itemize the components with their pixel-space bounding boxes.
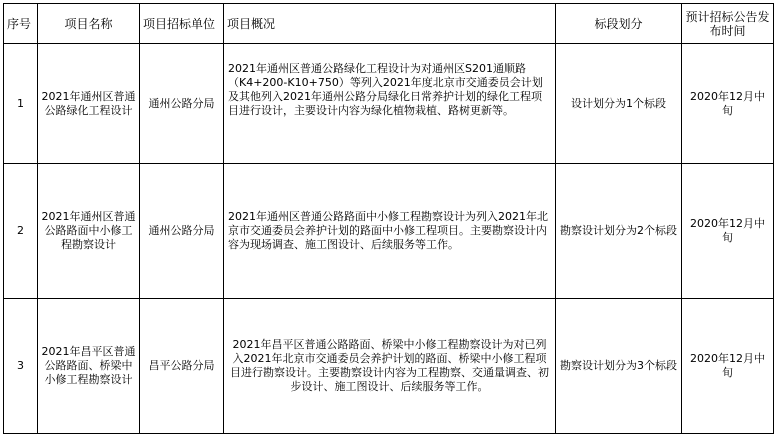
header-time: 预计招标公告发布时间 bbox=[682, 4, 774, 44]
cell-unit: 通州公路分局 bbox=[140, 44, 224, 164]
cell-name: 2021年通州区普通公路路面中小修工程勘察设计 bbox=[38, 164, 140, 299]
header-name: 项目名称 bbox=[38, 4, 140, 44]
cell-index: 2 bbox=[4, 164, 38, 299]
header-unit: 项目招标单位 bbox=[140, 4, 224, 44]
cell-overview: 2021年通州区普通公路绿化工程设计为对通州区S201通顺路（K4+200-K10+750）等列入2021年度北京市交通委员会计划及其他列入2021年通州公路分局绿化日常养护计划的绿化工程项目进行设计，主要设计内容为绿化植物栽植、路树更新等。 bbox=[224, 44, 556, 164]
cell-overview: 2021年昌平区普通公路路面、桥梁中小修工程勘察设计为对已列入2021年北京市交通委员会养护计划的路面、桥梁中小修工程项目进行勘察设计。主要勘察设计内容为工程勘察、交通量调查、初步设计、施工图设计、后续服务等工作。 bbox=[224, 299, 556, 434]
header-sections: 标段划分 bbox=[556, 4, 682, 44]
cell-overview: 2021年通州区普通公路路面中小修工程勘察设计为列入2021年北京市交通委员会养护计划的路面中小修工程项目。主要勘察设计内容为现场调查、施工图设计、后续服务等工作。 bbox=[224, 164, 556, 299]
cell-index: 3 bbox=[4, 299, 38, 434]
cell-unit: 通州公路分局 bbox=[140, 164, 224, 299]
project-table-frame bbox=[3, 3, 773, 423]
cell-unit: 昌平公路分局 bbox=[140, 299, 224, 434]
cell-sections: 勘察设计划分为2个标段 bbox=[556, 164, 682, 299]
header-overview: 项目概况 bbox=[224, 4, 556, 44]
cell-sections: 勘察设计划分为3个标段 bbox=[556, 299, 682, 434]
table-row bbox=[4, 299, 774, 434]
cell-name: 2021年通州区普通公路绿化工程设计 bbox=[38, 44, 140, 164]
cell-index: 1 bbox=[4, 44, 38, 164]
cell-sections: 设计划分为1个标段 bbox=[556, 44, 682, 164]
cell-time: 2020年12月中旬 bbox=[682, 164, 774, 299]
table-row bbox=[4, 44, 774, 164]
project-table bbox=[3, 3, 774, 434]
cell-time: 2020年12月中旬 bbox=[682, 299, 774, 434]
cell-time: 2020年12月中旬 bbox=[682, 44, 774, 164]
cell-name: 2021年昌平区普通公路路面、桥梁中小修工程勘察设计 bbox=[38, 299, 140, 434]
table-row bbox=[4, 164, 774, 299]
table-header-row bbox=[4, 4, 774, 44]
header-index: 序号 bbox=[4, 4, 38, 44]
